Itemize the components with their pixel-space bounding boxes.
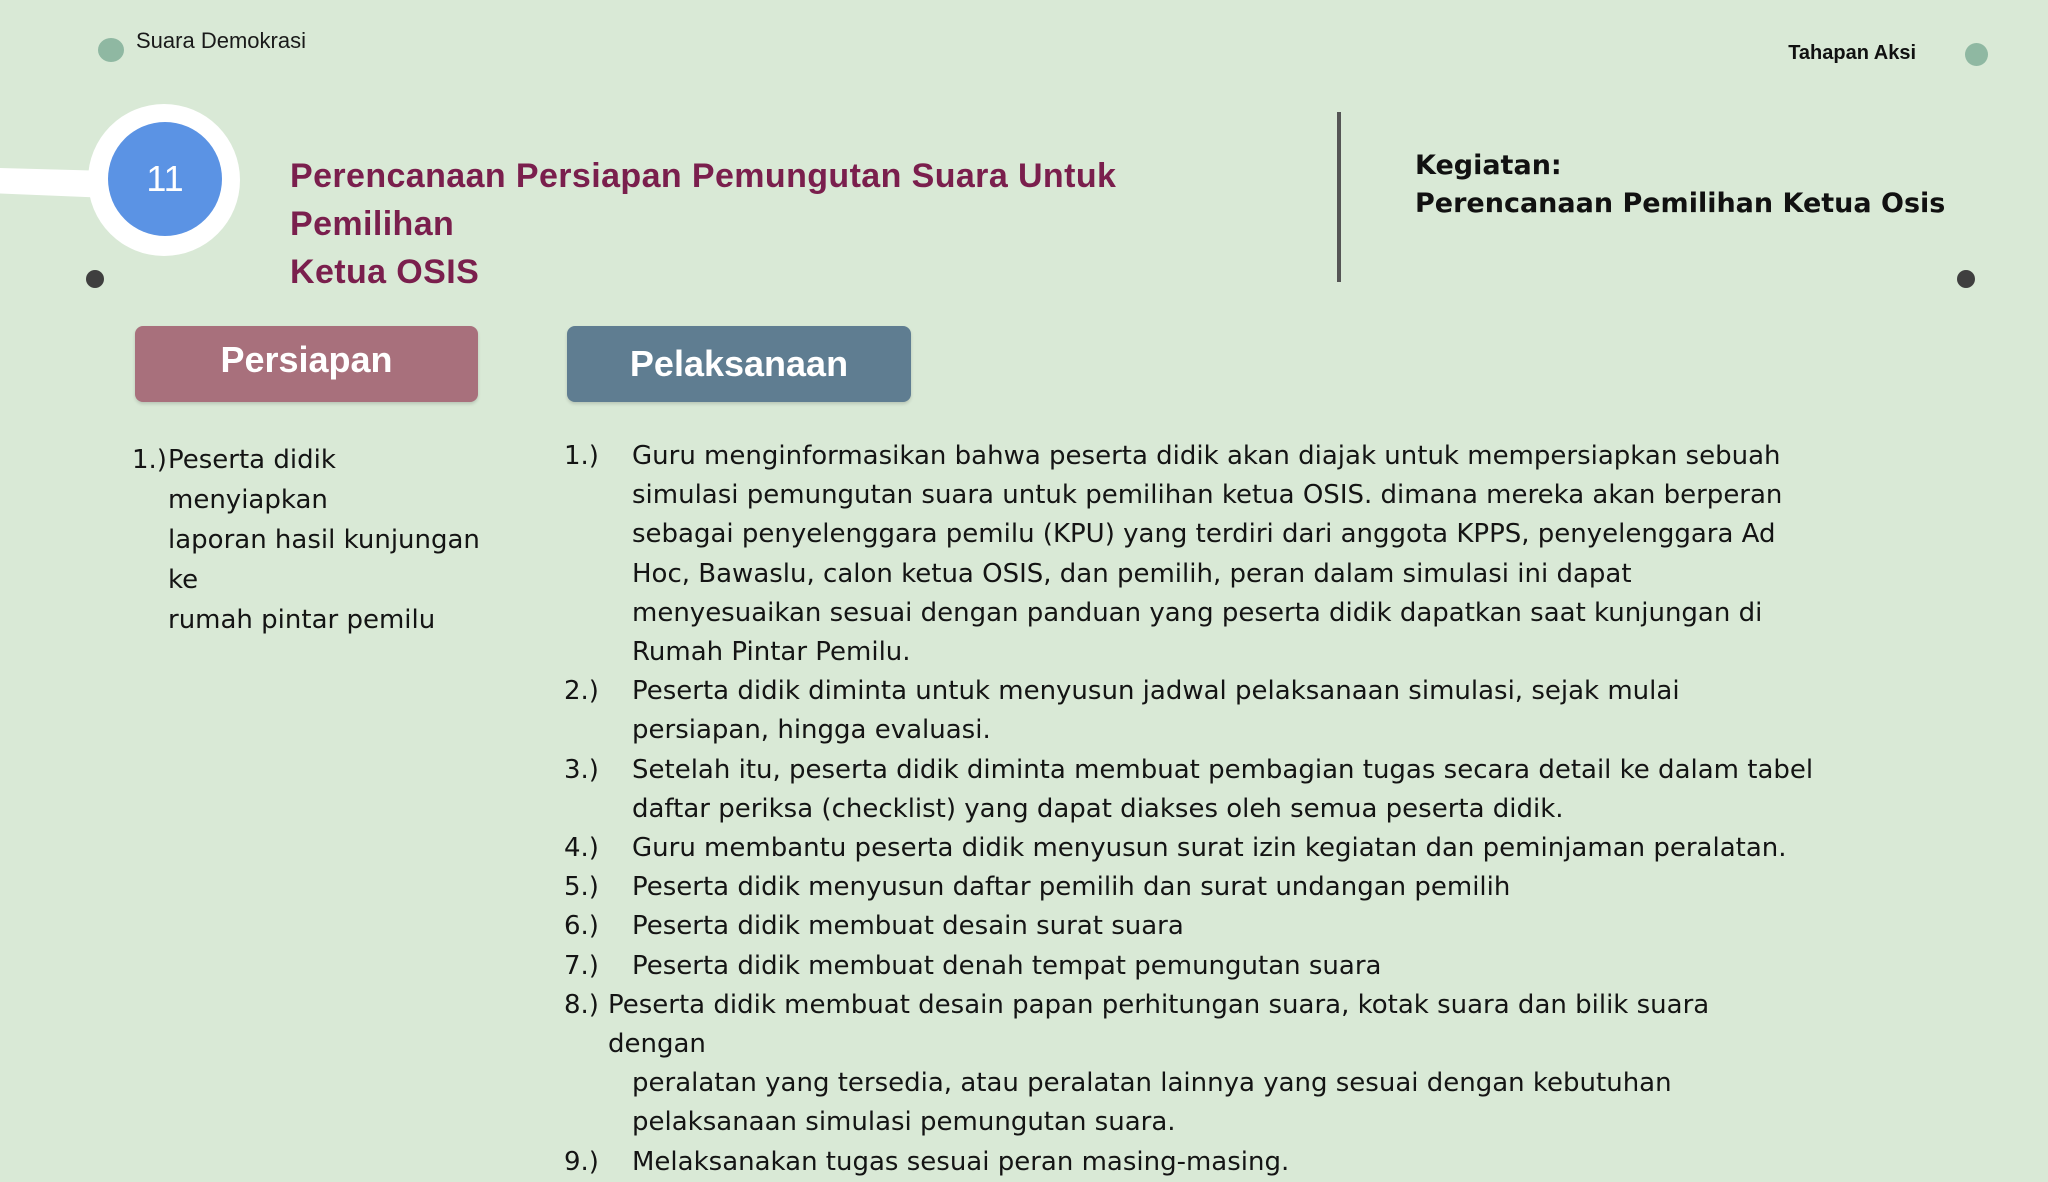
list-item-number: 6.) [564, 911, 599, 942]
kegiatan-label: Kegiatan: [1415, 150, 1562, 181]
list-item-number: 3.) [564, 754, 599, 785]
list-item [564, 947, 1814, 986]
list-item-number: 5.) [564, 872, 599, 903]
list-item-number: 1.) [132, 445, 167, 475]
list-item-number: 4.) [564, 833, 599, 864]
list-item [564, 986, 1814, 1143]
list-item-text: Peserta didik menyusun daftar pemilih dan surat undangan pemilih [632, 872, 1511, 903]
list-item-text: Peserta didik membuat desain papan perhitungan suara, kotak suara dan bilik suara dengan peralatan yang tersedia, atau peralatan lainnya yang sesuai dengan kebutuhan pelaksanaan simulasi pemungutan suara. [608, 989, 1710, 1138]
list-item [564, 751, 1814, 829]
list-item-text: Peserta didik membuat denah tempat pemungutan suara [632, 950, 1382, 981]
divider-line [1337, 112, 1341, 282]
list-item-number: 8.) [564, 989, 599, 1020]
list-item [132, 440, 492, 640]
kegiatan-value: Perencanaan Pemilihan Ketua Osis [1415, 188, 1946, 219]
list-item [564, 907, 1814, 946]
accent-dot-top-left [98, 38, 124, 62]
list-item-text: Guru menginformasikan bahwa peserta didik akan diajak untuk mempersiapkan sebuah simulasi pemungutan suara untuk pemilihan ketua OSIS. dimana mereka akan berperan sebagai penyelenggara pemilu (KPU) yang terdiri dari anggota KPPS, penyelenggara Ad Hoc, Bawaslu, calon ketua OSIS, dan pemilih, peran dalam simulasi ini dapat menyesuaikan sesuai dengan panduan yang peserta didik dapatkan saat kunjungan di Rumah Pintar Pemilu. [632, 441, 1783, 668]
brand-name: Suara Demokrasi [136, 28, 306, 53]
list-item [564, 829, 1814, 868]
accent-dot-top-right [1965, 43, 1988, 66]
list-item [564, 437, 1814, 672]
list-item [564, 672, 1814, 750]
page-title [290, 152, 1270, 296]
list-item-text: Peserta didik diminta untuk menyusun jadwal pelaksanaan simulasi, sejak mulai persiapan, hingga evaluasi. [632, 676, 1680, 746]
section-title: Tahapan Aksi [1788, 42, 1916, 64]
list-item-number: 1.) [564, 441, 599, 471]
list-item-text: Peserta didik menyiapkan laporan hasil kunjungan ke rumah pintar pemilu [168, 445, 480, 635]
persiapan-list [132, 440, 492, 640]
list-item-text: Peserta didik membuat desain surat suara [632, 911, 1184, 942]
dark-dot-right [1957, 270, 1975, 288]
list-item [564, 868, 1814, 907]
page-title-line-1: Perencanaan Persiapan Pemungutan Suara Untuk Pemilihan [290, 157, 1117, 243]
list-item-number: 2.) [564, 676, 599, 707]
list-item-number: 9.) [564, 1146, 599, 1177]
list-item-number: 7.) [564, 950, 599, 981]
list-item-text: Melaksanakan tugas sesuai peran masing-masing. [632, 1146, 1290, 1177]
dark-dot-left [86, 270, 104, 288]
persiapan-heading: Persiapan [135, 326, 478, 402]
pelaksanaan-heading: Pelaksanaan [567, 326, 911, 402]
list-item-text: Guru membantu peserta didik menyusun surat izin kegiatan dan peminjaman peralatan. [632, 833, 1787, 864]
list-item [564, 1143, 1814, 1182]
page-title-line-2: Ketua OSIS [290, 253, 480, 291]
step-number: 11 [108, 122, 222, 236]
pelaksanaan-list [564, 437, 1814, 1182]
list-item-text: Setelah itu, peserta didik diminta membuat pembagian tugas secara detail ke dalam tabel daftar periksa (checklist) yang dapat diakses oleh semua peserta didik. [632, 754, 1814, 824]
